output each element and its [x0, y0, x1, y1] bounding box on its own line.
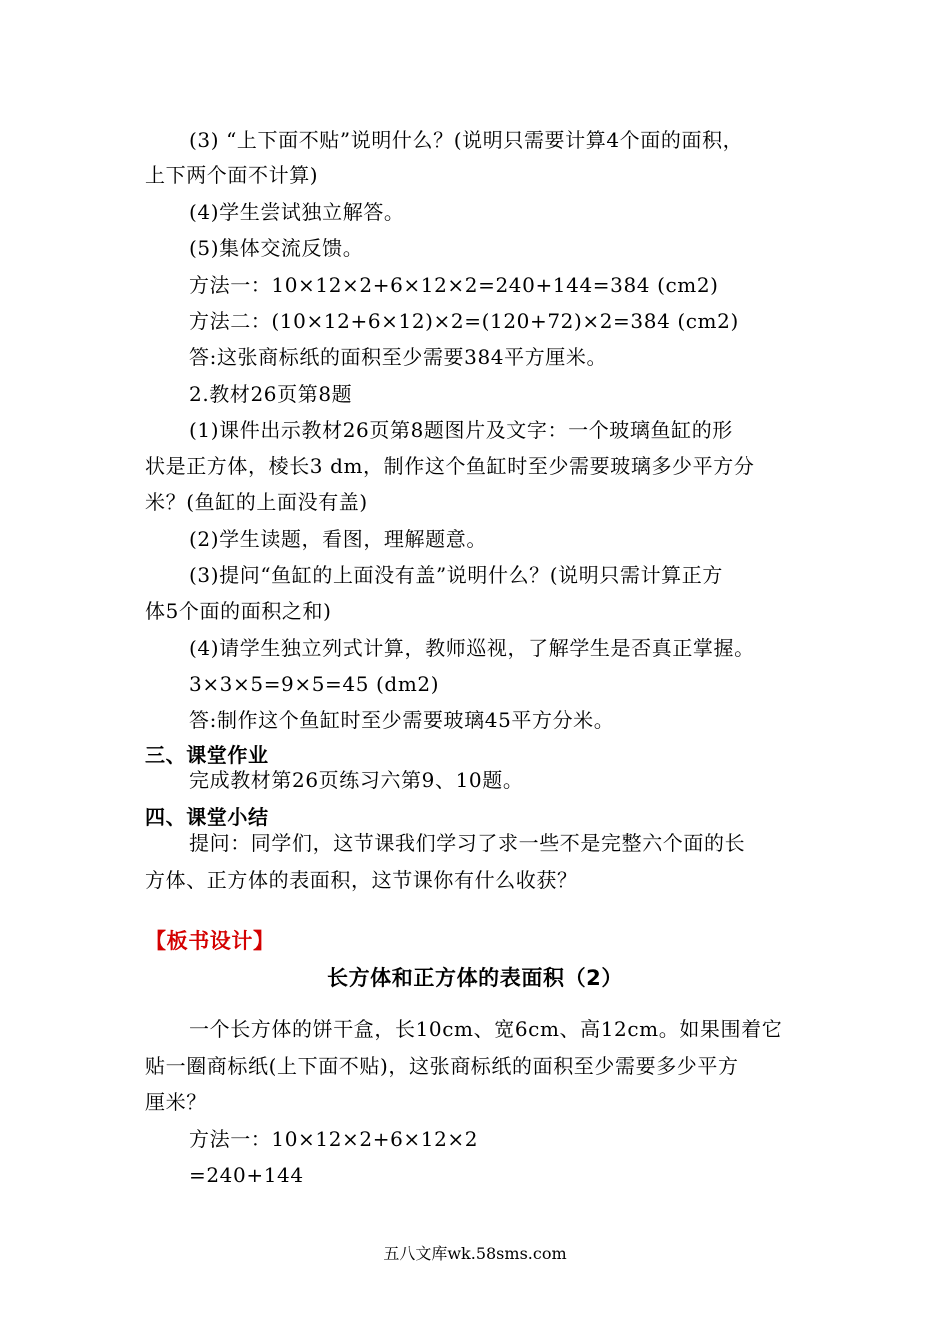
board-design-label: 【板书设计】 [145, 929, 275, 953]
text-line: (4)学生尝试独立解答。 [189, 200, 405, 224]
board-text: 方法一：10×12×2+6×12×2 [189, 1127, 479, 1151]
section-text: 提问：同学们，这节课我们学习了求一些不是完整六个面的长 [189, 831, 746, 855]
text-line: (3) “上下面不贴”说明什么？(说明只需要计算4个面的面积， [189, 128, 744, 152]
text-line: 体5个面的面积之和) [145, 599, 332, 623]
text-line: 2.教材26页第8题 [189, 382, 353, 406]
text-line: 3×3×5=9×5=45 (dm2) [189, 672, 440, 696]
board-title: 长方体和正方体的表面积（2） [326, 966, 623, 990]
text-line: (1)课件出示教材26页第8题图片及文字：一个玻璃鱼缸的形 [189, 418, 733, 442]
text-line: 答:这张商标纸的面积至少需要384平方厘米。 [189, 345, 608, 369]
text-line: 米？(鱼缸的上面没有盖) [145, 490, 368, 514]
board-text: =240+144 [189, 1163, 304, 1187]
page-footer: 五八文库wk.58sms.com [383, 1244, 567, 1263]
text-line: 状是正方体，棱长3 dm，制作这个鱼缸时至少需要玻璃多少平方分 [145, 454, 755, 478]
text-line: (4)请学生独立列式计算，教师巡视，了解学生是否真正掌握。 [189, 636, 755, 660]
section-heading: 四、课堂小结 [145, 805, 269, 829]
text-line: (2)学生读题，看图，理解题意。 [189, 527, 487, 551]
text-line: 答:制作这个鱼缸时至少需要玻璃45平方分米。 [189, 708, 615, 732]
section-heading: 三、课堂作业 [145, 743, 269, 767]
board-text: 一个长方体的饼干盒，长10cm、宽6cm、高12cm。如果围着它 [189, 1017, 783, 1041]
section-text: 完成教材第26页练习六第9、10题。 [189, 768, 524, 792]
section-text: 方体、正方体的表面积，这节课你有什么收获？ [145, 868, 578, 892]
text-line: 方法二：(10×12+6×12)×2=(120+72)×2=384 (cm2) [189, 309, 739, 333]
text-line: 方法一：10×12×2+6×12×2=240+144=384 (cm2) [189, 273, 719, 297]
board-text: 厘米？ [145, 1090, 207, 1114]
text-line: 上下两个面不计算) [145, 163, 319, 187]
text-line: (5)集体交流反馈。 [189, 236, 364, 260]
text-line: (3)提问“鱼缸的上面没有盖”说明什么？(说明只需计算正方 [189, 563, 723, 587]
board-text: 贴一圈商标纸(上下面不贴)，这张商标纸的面积至少需要多少平方 [145, 1054, 739, 1078]
